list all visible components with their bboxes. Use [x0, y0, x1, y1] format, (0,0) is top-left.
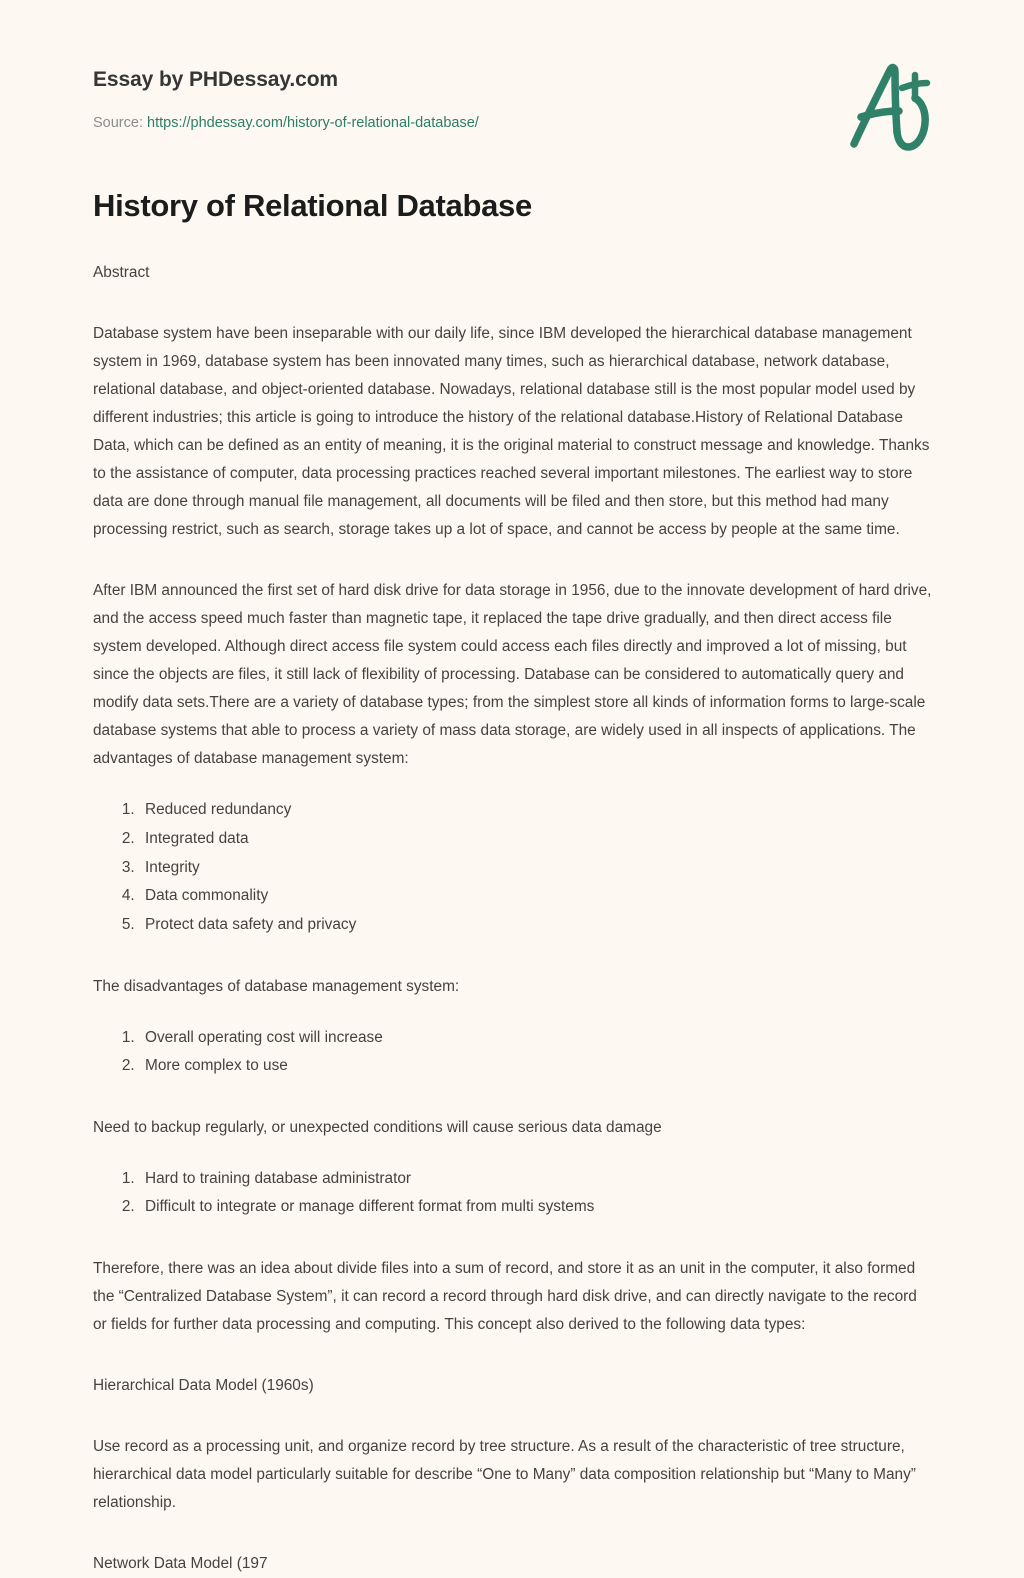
brand-title: Essay by PHDessay.com [93, 68, 338, 91]
advantages-list [93, 796, 932, 939]
article-body [0, 187, 1024, 1578]
list-item: 1. Overall operating cost will increase [139, 1024, 932, 1053]
heading-hierarchical-data-model: Hierarchical Data Model (1960s) [93, 1377, 314, 1395]
disadvantages-list [93, 1024, 932, 1081]
document-header [0, 0, 1024, 135]
list-item: 5. Protect data safety and privacy [139, 911, 932, 940]
paragraph-5: Therefore, there was an idea about divide files into a sum of record, and store it as an unit in the computer, it also formed the “Centralized Database System”, it can record a record through hard disk drive, and can directly navigate to the record or fields for further data processing and computing. This concept also derived to the following data types: [93, 1260, 917, 1334]
list-item: 2. Difficult to integrate or manage different format from multi systems [139, 1193, 932, 1222]
source-line [93, 113, 932, 135]
list-item: 1. Reduced redundancy [139, 796, 932, 825]
aplus-logo-icon [836, 50, 946, 160]
source-label: Source: [93, 115, 143, 132]
paragraph-2: After IBM announced the first set of hard disk drive for data storage in 1956, due to the innovate development of hard drive, and the access speed much faster than magnetic tape, it replaced the tape drive gradually, and then direct access file system developed. Although direct access file system could access each files directly and improved a lot of missing, but since the objects are files, it still lack of flexibility of processing. Database can be considered to automatically query and modify data sets.There are a variety of database types; from the simplest store all kinds of information forms to large-scale database systems that able to process a variety of mass data storage, are widely used in all inspects of applications. The advantages of database management system: [93, 582, 932, 768]
source-url-link[interactable]: https://phdessay.com/history-of-relational-database/ [147, 115, 479, 132]
paragraph-4: Need to backup regularly, or unexpected conditions will cause serious data damage [93, 1118, 662, 1136]
list-item: 2. More complex to use [139, 1052, 932, 1081]
paragraph-3: The disadvantages of database management system: [93, 977, 460, 995]
list-item: 3. Integrity [139, 854, 932, 883]
list-item: 2. Integrated data [139, 825, 932, 854]
disadvantages-list-continued [93, 1165, 932, 1222]
heading-network-data-model: Network Data Model (197 [93, 1555, 268, 1573]
paragraph-7: Use record as a processing unit, and organize record by tree structure. As a result of the characteristic of tree structure, hierarchical data model particularly suitable for describe “One to Many” data composition relationship but “Many to Many” relationship. [93, 1438, 916, 1512]
list-item: 4. Data commonality [139, 882, 932, 911]
paragraph-1: Database system have been inseparable with our daily life, since IBM developed the hierarchical database management system in 1969, database system has been innovated many times, such as hierarchical database, network database, relational database, and object-oriented database. Nowadays, relational database still is the most popular model used by different industries; this article is going to introduce the history of the relational database.History of Relational Database Data, which can be defined as an entity of meaning, it is the original material to construct message and knowledge. Thanks to the assistance of computer, data processing practices reached several important milestones. The earliest way to store data are done through manual file management, all documents will be filed and then store, but this method had many processing restrict, such as search, storage takes up a lot of space, and cannot be access by people at the same time. [93, 324, 930, 539]
abstract-label: Abstract [93, 263, 150, 281]
page-title: History of Relational Database [93, 188, 532, 224]
list-item: 1. Hard to training database administrator [139, 1165, 932, 1194]
